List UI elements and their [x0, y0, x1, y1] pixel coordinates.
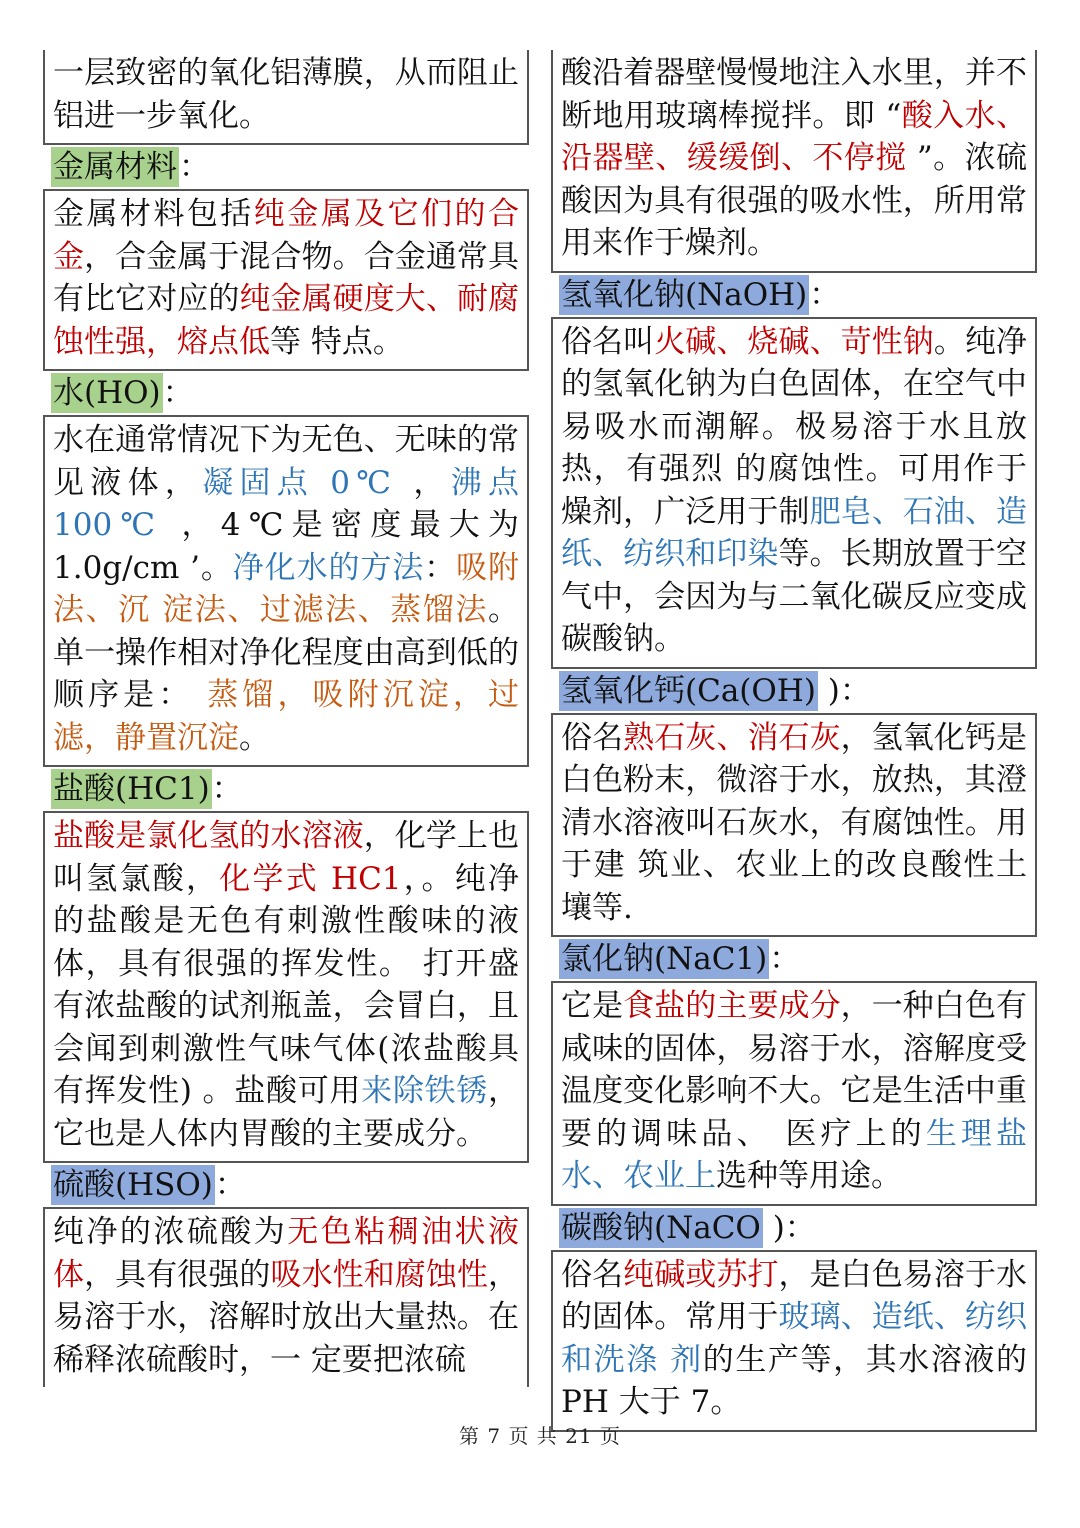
na2co3-common-names: 纯碱或苏打: [623, 1256, 779, 1293]
water-title: 水(HO): [53, 375, 161, 411]
na2co3-title: 碳酸钠(NaCO: [561, 1209, 761, 1246]
na2co3-tail: )：: [762, 1209, 816, 1246]
metal-highlight-2: 纯金属硬度大、耐腐蚀性强，熔点低: [53, 281, 520, 360]
aluminum-oxide-box: [43, 50, 529, 145]
left-column: [43, 50, 529, 1387]
nacl-colon: ：: [769, 941, 801, 977]
nacl-box: [551, 981, 1037, 1206]
na2co3-text-1: 俗名: [561, 1256, 624, 1293]
nacl-heading: [551, 939, 1037, 981]
hcl-colon: ：: [211, 771, 243, 807]
na2co3-box: [551, 1250, 1037, 1432]
dilution-box: [551, 50, 1037, 273]
caoh-common-names: 熟石灰、消石灰: [623, 719, 841, 756]
water-text-6: 。: [239, 719, 270, 756]
hcl-text-3: ，它也是人体内胃酸的主要成分。: [53, 1073, 519, 1152]
hcl-text-1: ，化学上也叫氢氯酸，: [53, 818, 520, 897]
dilution-text-2: ”。浓硫酸因为具有很强的吸水性，所用常用来作于燥剂。: [561, 140, 1028, 261]
naoh-text-1: 俗名叫: [561, 323, 655, 360]
metal-highlight-1: 纯金属及它们的合金: [53, 196, 520, 275]
water-purify-label: 净化水的方法: [232, 549, 425, 586]
water-box: [43, 415, 529, 767]
water-text-2: ，: [397, 464, 451, 501]
metal-colon: ：: [179, 149, 210, 185]
h2so4-highlight-1: 无色粘稠油状液体: [53, 1214, 520, 1293]
metal-heading: [43, 147, 529, 189]
h2so4-text-2: ，具有很强的: [84, 1256, 271, 1293]
h2so4-text-3: ，易溶于水，溶解时放出大量热。在稀释浓硫酸时，一 定要把浓硫: [53, 1256, 520, 1378]
naoh-text-3: 等。长期放置于空气中，会因为与二氧化碳反应变成碳酸钠。: [561, 536, 1027, 657]
h2so4-highlight-2: 吸水性和腐蚀性: [270, 1256, 489, 1293]
water-text-3: ，4℃是密度最大为 1.0g/cm ’。: [53, 507, 519, 586]
metal-box: [43, 189, 529, 371]
nacl-text-3: 选种等用途。: [716, 1158, 902, 1194]
hcl-box: [43, 811, 529, 1163]
naoh-uses: 肥皂、石油、造纸、纺织和印染: [561, 493, 1028, 572]
water-boiling-point: 沸点 100℃: [53, 464, 520, 543]
metal-text-1: 金属材料包括: [53, 196, 254, 232]
water-colon: ：: [162, 375, 194, 411]
h2so4-title: 硫酸(HSO): [53, 1167, 213, 1203]
naoh-heading: [551, 275, 1037, 317]
hcl-highlight-1: 盐酸是氯化氢的水溶液: [53, 818, 364, 854]
right-column: [551, 50, 1037, 1434]
hcl-text-2: ，。纯净的盐酸是无色有刺激性酸味的液体，具有很强的挥发性。 打开盛有浓盐酸的试剂瓶盖，会冒白，且会闻到刺激性气味气体(浓盐酸具有挥发性) 。盐酸可用: [53, 860, 520, 1109]
nacl-text-1: 它是: [561, 988, 624, 1024]
caoh-tail: )：: [817, 672, 871, 709]
h2so4-heading: [43, 1165, 529, 1207]
naoh-title: 氢氧化钠(NaOH): [561, 276, 808, 313]
water-purify-order: 蒸馏，吸附沉淀，过滤，静置沉淀: [53, 677, 519, 756]
metal-title: 金属材料: [53, 149, 177, 185]
naoh-box: [551, 317, 1037, 669]
h2so4-box: [43, 1207, 529, 1387]
hcl-title: 盐酸(HC1): [53, 771, 210, 807]
naoh-common-names: 火碱、烧碱、苛性钠: [654, 323, 934, 360]
aluminum-oxide-text: 一层致密的氧化铝薄膜，从而阻止铝进一步氧化。: [53, 55, 519, 134]
hcl-heading: [43, 769, 529, 811]
nacl-text-2: ，一种白色有咸味的固体，易溶于水，溶解度受温度变化影响不大。它是生活中重要的调味品、 医疗上的: [561, 988, 1028, 1152]
caoh-text-2: ，氢氧化钙是白色粉末，微溶于水，放热，其澄清水溶液叫石灰水，有腐蚀性。用于建 筑业、农业上的改良酸性土壤等.: [561, 719, 1028, 926]
page-footer: 第 7 页 共 21 页: [459, 1424, 621, 1448]
water-purify-methods: 吸附法、沉 淀法、过滤法、蒸馏法: [53, 549, 519, 628]
na2co3-text-2: ，是白色易溶于水的固体。常用于: [561, 1256, 1028, 1335]
water-heading: [43, 373, 529, 415]
caoh-title: 氢氧化钙(Ca(OH): [561, 672, 816, 709]
naoh-colon: ：: [809, 276, 841, 313]
caoh-heading: [551, 671, 1037, 713]
h2so4-text-1: 纯净的浓硫酸为: [53, 1214, 288, 1250]
dilution-text-1: 酸沿着器壁慢慢地注入水里，并不断地用玻璃棒搅拌。即 “: [561, 55, 1027, 134]
nacl-uses: 生理盐水、农业上: [561, 1115, 1028, 1194]
caoh-text-1: 俗名: [561, 719, 624, 756]
metal-text-3: 等 特点。: [270, 323, 404, 360]
water-freezing-point: 凝固点 0℃: [202, 464, 398, 501]
na2co3-text-3: 的生产等，其水溶液的 PH 大于 7。: [561, 1341, 1027, 1420]
water-text-5: 。单一操作相对净化程度由高到低的顺序是：: [53, 592, 519, 713]
water-text-4: ：: [424, 549, 457, 586]
nacl-title: 氯化钠(NaC1): [561, 941, 768, 977]
dilution-rule: 酸入水、沿器壁、缓缓倒、不停搅: [561, 97, 1028, 176]
hcl-formula: 化学式 HC1: [219, 860, 402, 897]
metal-text-2: ，合金属于混合物。合金通常具有比它对应的: [53, 238, 520, 317]
nacl-highlight: 食盐的主要成分: [623, 988, 841, 1024]
caoh-box: [551, 713, 1037, 938]
naoh-text-2: 。纯净的氢氧化钠为白色固体，在空气中易吸水而潮解。极易溶于水且放热，有强烈 的腐蚀性。可用作于燥剂，广泛用于制: [561, 323, 1028, 530]
h2so4-colon: ：: [214, 1167, 246, 1203]
water-text-1: 水在通常情况下为无色、无味的常见液体，: [53, 422, 519, 501]
na2co3-uses: 玻璃、造纸、纺织和洗涤 剂: [561, 1299, 1027, 1378]
hcl-rust-use: 来除铁锈: [361, 1073, 488, 1109]
na2co3-heading: [551, 1208, 1037, 1250]
